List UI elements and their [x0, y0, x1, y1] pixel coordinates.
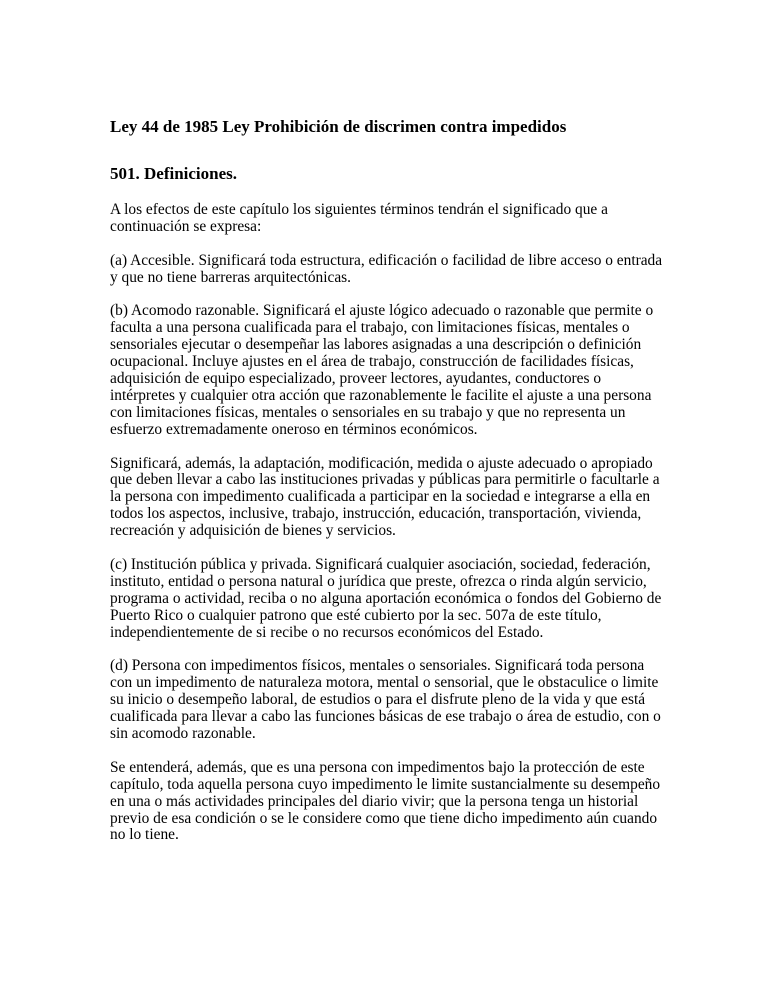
text-line: ocupacional. Incluye ajustes en el área de trabajo, construcción de facilidades físicas, [110, 353, 634, 371]
text-line: todos los aspectos, inclusive, trabajo, instrucción, educación, transportación, vivienda, [110, 505, 642, 523]
text-line: que deben llevar a cabo las instituciones privadas y públicas para permitirle o facultarle a [110, 471, 660, 489]
text-line: adquisición de equipo especializado, proveer lectores, ayudantes, conductores o [110, 370, 602, 388]
text-line: instituto, entidad o persona natural o jurídica que preste, ofrezca o rinda algún servicio, [110, 572, 647, 590]
text-line: con limitaciones físicas, mentales o sensoriales en su trabajo y que no representa un [110, 403, 626, 421]
text-line: recreación y adquisición de bienes y servicios. [110, 522, 396, 540]
paragraph [110, 658, 662, 743]
text-line: (b) Acomodo razonable. Significará el ajuste lógico adecuado o razonable que permite o [110, 302, 654, 320]
paragraph [110, 303, 662, 438]
paragraph [110, 557, 662, 642]
text-line: previo de esa condición o se le considere como que tiene dicho impedimento aún cuando [110, 809, 658, 827]
text-line: su inicio o desempeño laboral, de estudios o para el disfrute pleno de la vida y que está [110, 691, 646, 709]
text-line: la persona con impedimento cualificada a participar en la sociedad e integrarse a ella en [110, 488, 651, 506]
document-body [110, 202, 662, 861]
text-line: independientemente de si recibe o no recursos económicos del Estado. [110, 623, 544, 641]
text-line: continuación se expresa: [110, 217, 262, 235]
text-line: capítulo, toda aquella persona cuyo impedimento le limite sustancialmente su desempeño [110, 775, 661, 793]
text-line: (d) Persona con impedimentos físicos, mentales o sensoriales. Significará toda persona [110, 657, 645, 675]
section-heading: 501. Definiciones. [110, 164, 238, 183]
text-line: (a) Accesible. Significará toda estructura, edificación o facilidad de libre acceso o entrada [110, 251, 663, 269]
text-line: faculta a una persona cualificada para el trabajo, con limitaciones físicas, mentales o [110, 319, 630, 337]
text-line: intérpretes y cualquier otra acción que razonablemente le facilite el ajuste a una persona [110, 386, 652, 404]
text-line: programa o actividad, reciba o no alguna aportación económica o fondos del Gobierno de [110, 589, 662, 607]
text-line: cualificada para llevar a cabo las funciones básicas de ese trabajo o área de estudio, con o [110, 708, 661, 726]
text-line: sin acomodo razonable. [110, 725, 256, 743]
paragraph [110, 760, 662, 845]
text-line: esfuerzo extremadamente oneroso en términos económicos. [110, 420, 478, 438]
text-line: Puerto Rico o cualquier patrono que esté cubierto por la sec. 507a de este título, [110, 606, 602, 624]
text-line: A los efectos de este capítulo los siguientes términos tendrán el significado que a [110, 201, 608, 218]
paragraph [110, 253, 662, 287]
text-line: y que no tiene barreras arquitectónicas. [110, 268, 352, 286]
text-line: Significará, además, la adaptación, modificación, medida o ajuste adecuado o apropiado [110, 454, 653, 472]
text-line: con un impedimento de naturaleza motora, mental o sensorial, que le obstaculice o limite [110, 674, 659, 692]
text-line: Se entenderá, además, que es una persona con impedimentos bajo la protección de este [110, 758, 645, 776]
text-line: no lo tiene. [110, 826, 179, 844]
document-title: Ley 44 de 1985 Ley Prohibición de discrimen contra impedidos [110, 117, 567, 136]
text-line: en una o más actividades principales del diario vivir; que la persona tenga un historial [110, 792, 639, 810]
text-line: sensoriales ejecutar o desempeñar las labores asignadas a una descripción o definición [110, 336, 642, 354]
text-line: (c) Institución pública y privada. Significará cualquier asociación, sociedad, federación, [110, 555, 651, 573]
paragraph [110, 202, 662, 236]
paragraph [110, 456, 662, 541]
